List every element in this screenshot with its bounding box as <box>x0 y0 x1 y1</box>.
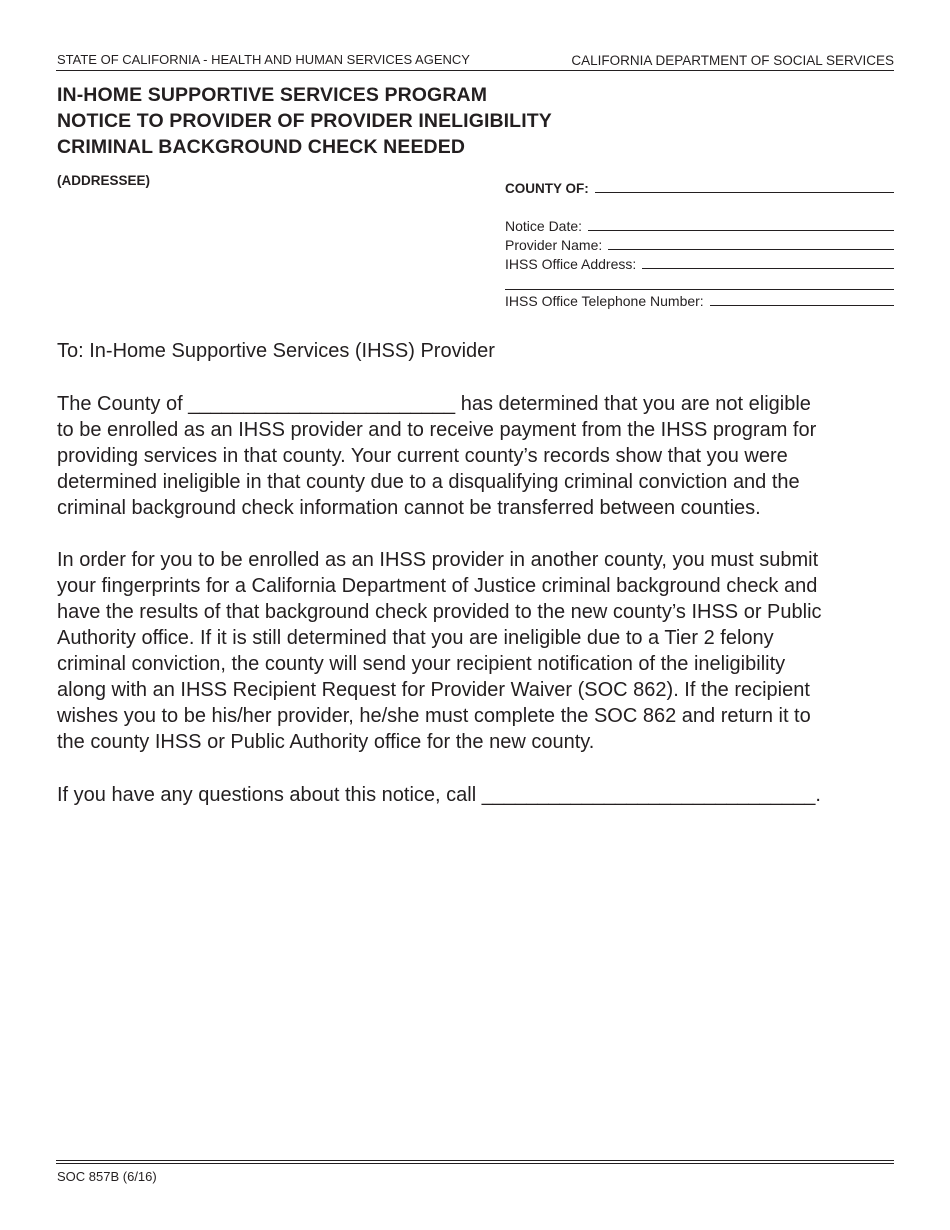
paragraph-line: the county IHSS or Public Authority office for the new county. <box>57 731 595 753</box>
provider-name-field[interactable] <box>505 237 894 253</box>
county-label: COUNTY OF: <box>505 181 589 196</box>
paragraph-line: criminal conviction, the county will send your recipient notification of the ineligibility <box>57 653 786 675</box>
paragraph-line: criminal background check information cannot be transferred between counties. <box>57 497 761 519</box>
office-address-line-2[interactable] <box>505 289 894 290</box>
questions-line: If you have any questions about this notice, call ______________________________. <box>57 784 821 806</box>
agency-name: STATE OF CALIFORNIA - HEALTH AND HUMAN SERVICES AGENCY <box>57 52 470 67</box>
program-title: IN-HOME SUPPORTIVE SERVICES PROGRAM <box>57 84 488 106</box>
county-field[interactable] <box>505 181 894 196</box>
paragraph-line: In order for you to be enrolled as an IHSS provider in another county, you must submit <box>57 549 819 571</box>
county-line[interactable] <box>595 192 894 193</box>
addressee-label: (ADDRESSEE) <box>57 173 151 188</box>
provider-name-label: Provider Name: <box>505 237 603 253</box>
paragraph-line: along with an IHSS Recipient Request for Provider Waiver (SOC 862). If the recipient <box>57 679 810 701</box>
office-address-line[interactable] <box>642 268 894 269</box>
footer-rule-bottom <box>56 1163 894 1164</box>
paragraph-line: to be enrolled as an IHSS provider and to receive payment from the IHSS program for <box>57 419 817 441</box>
paragraph-line: your fingerprints for a California Department of Justice criminal background check and <box>57 575 818 597</box>
paragraph-line: determined ineligible in that county due to a disqualifying criminal conviction and the <box>57 471 800 493</box>
paragraph-line: wishes you to be his/her provider, he/she must complete the SOC 862 and return it to <box>57 705 811 727</box>
paragraph-line: have the results of that background check provided to the new county’s IHSS or Public <box>57 601 822 623</box>
notice-date-field[interactable] <box>505 218 894 234</box>
form-titles <box>57 82 552 160</box>
footer-rule-top <box>56 1160 894 1161</box>
to-line: To: In-Home Supportive Services (IHSS) Provider <box>57 340 495 362</box>
paragraph-2 <box>57 547 897 755</box>
office-address-label: IHSS Office Address: <box>505 256 637 272</box>
form-number: SOC 857B (6/16) <box>57 1169 157 1184</box>
paragraph-3 <box>57 782 897 808</box>
check-title: CRIMINAL BACKGROUND CHECK NEEDED <box>57 136 466 158</box>
provider-name-line[interactable] <box>608 249 894 250</box>
notice-date-label: Notice Date: <box>505 218 583 234</box>
office-address-field[interactable] <box>505 256 894 272</box>
paragraph-line: Authority office. If it is still determined that you are ineligible due to a Tier 2 felony <box>57 627 774 649</box>
office-phone-label: IHSS Office Telephone Number: <box>505 293 704 309</box>
paragraph-line: providing services in that county. Your current county’s records show that you were <box>57 445 788 467</box>
header-rule <box>56 70 894 71</box>
office-phone-field[interactable] <box>505 293 894 309</box>
office-phone-line[interactable] <box>710 305 894 306</box>
department-name: CALIFORNIA DEPARTMENT OF SOCIAL SERVICES <box>571 53 894 68</box>
paragraph-line: The County of ________________________ has determined that you are not eligible <box>57 393 811 415</box>
notice-title: NOTICE TO PROVIDER OF PROVIDER INELIGIBILITY <box>57 110 552 132</box>
paragraph-1 <box>57 391 897 521</box>
notice-date-line[interactable] <box>588 230 894 231</box>
